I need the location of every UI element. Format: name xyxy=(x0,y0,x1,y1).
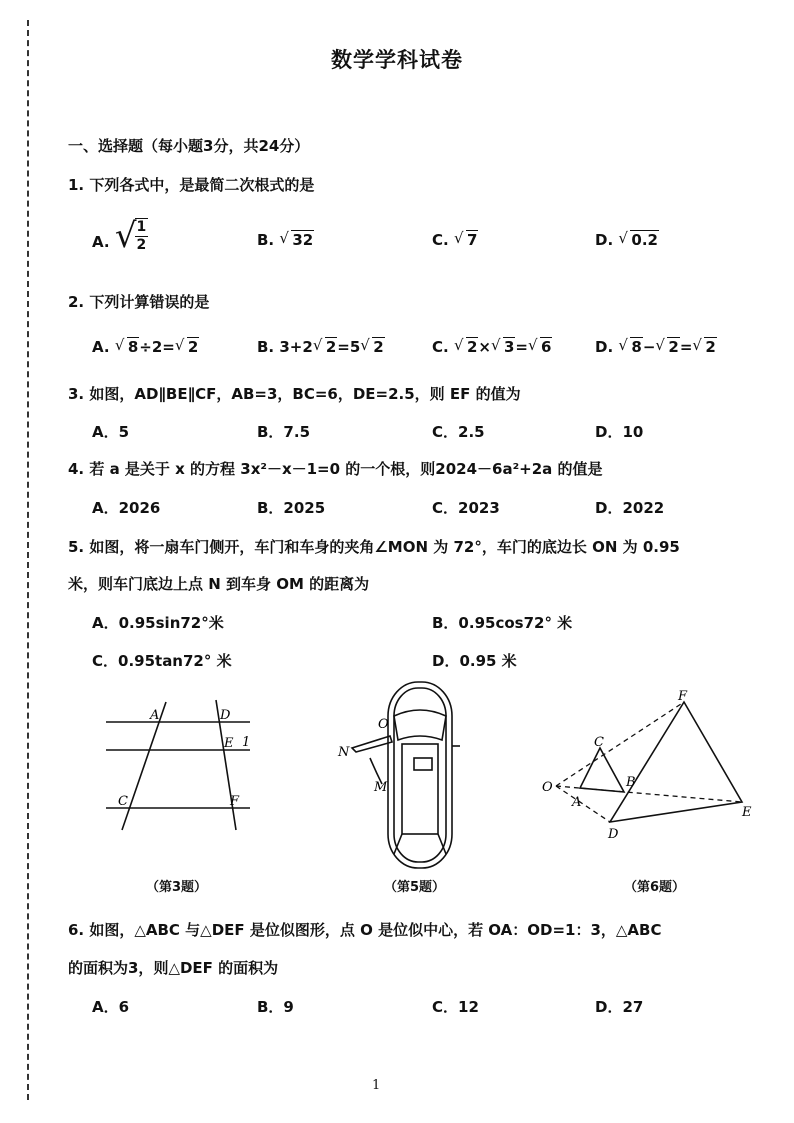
exam-title: 数学学科试卷 xyxy=(331,48,463,72)
q5-stem-line1: 5. 如图，将一扇车门侧开，车门和车身的夹角∠MON 为 72°，车门的底边长 ON 为 0.95 xyxy=(68,538,680,556)
q3-option-d: D．10 xyxy=(595,423,644,441)
triangle-def xyxy=(610,702,742,822)
fig6-caption: （第6题） xyxy=(624,880,686,895)
figure-5-car-door xyxy=(330,676,470,876)
q3-option-a: A．5 xyxy=(92,423,130,441)
fig3-caption: （第3题） xyxy=(146,880,208,895)
q6-option-b: B．9 xyxy=(257,998,294,1016)
ray-oa-d xyxy=(556,786,610,822)
q2-option-b: B. 3+2√ 2=5√ 2 xyxy=(257,338,385,356)
ray-oc-f xyxy=(556,702,684,786)
q3-stem: 3. 如图，AD∥BE∥CF，AB=3，BC=6，DE=2.5，则 EF 的值为 xyxy=(68,385,521,403)
q4-option-b: B．2025 xyxy=(257,499,326,517)
ray-ob-e xyxy=(556,786,742,802)
q1-stem: 1. 下列各式中，是最简二次根式的是 xyxy=(68,176,315,194)
binding-margin-dashed-line xyxy=(27,20,29,1100)
section-heading: 一、选择题（每小题3分，共24分） xyxy=(68,137,310,155)
fig5-label-o: O xyxy=(378,717,389,732)
q5-option-d: D．0.95 米 xyxy=(432,652,517,670)
car-door-open xyxy=(352,736,392,752)
q1-a-radical: √ $\frac{1}{2}$ xyxy=(114,216,147,256)
q6-stem-line1: 6. 如图，△ABC 与△DEF 是位似图形，点 O 是位似中心，若 OA：OD=1：3，△ABC xyxy=(68,921,662,939)
fig6-label-b: B xyxy=(626,775,636,790)
page-number: 1 xyxy=(372,1078,381,1093)
q2-option-a: A. √ 8÷2=√ 2 xyxy=(92,338,199,356)
fig3-label-a: A xyxy=(150,708,160,723)
q6-option-c: C．12 xyxy=(432,998,479,1016)
q2-option-c: C. √ 2×√ 3=√ 6 xyxy=(432,338,552,356)
fig3-label-d: D xyxy=(220,708,231,723)
fig6-label-e: E xyxy=(742,805,752,820)
fig6-label-a: A xyxy=(572,795,582,810)
q5-option-a: A．0.95sin72°米 xyxy=(92,614,224,632)
q5-stem-line2: 米，则车门底边上点 N 到车身 OM 的距离为 xyxy=(68,575,370,593)
fig6-label-f: F xyxy=(678,690,688,704)
q3-option-c: C．2.5 xyxy=(432,423,485,441)
fig6-label-d: D xyxy=(608,827,619,842)
fig3-label-e: E xyxy=(224,736,234,751)
figure-6-similar-triangles xyxy=(538,690,758,850)
q6-option-a: A．6 xyxy=(92,998,130,1016)
car-windshield xyxy=(394,710,446,740)
car-sunroof xyxy=(414,758,432,770)
figure-3-parallel-lines xyxy=(100,698,260,838)
fig6-label-o: O xyxy=(542,780,553,795)
q2-option-d: D. √ 8−√ 2=√ 2 xyxy=(595,338,717,356)
q6-option-d: D．27 xyxy=(595,998,644,1016)
q4-option-a: A．2026 xyxy=(92,499,161,517)
q1-option-b: B. √ 32 xyxy=(257,231,314,249)
fig5-label-m: M xyxy=(374,780,388,795)
fig3-label-f: F xyxy=(230,794,240,809)
q3-option-b: B．7.5 xyxy=(257,423,311,441)
q1-option-c: C. √ 7 xyxy=(432,231,478,249)
q4-stem: 4. 若 a 是关于 x 的方程 3x²－x－1=0 的一个根，则2024－6a²+2a 的值是 xyxy=(68,460,603,478)
q6-stem-line2: 的面积为3，则△DEF 的面积为 xyxy=(68,959,279,977)
fig3-label-one: 1 xyxy=(242,735,251,750)
fig3-label-c: C xyxy=(118,794,128,809)
car-rear-lines xyxy=(394,834,446,854)
q5-option-c: C．0.95tan72° 米 xyxy=(92,652,232,670)
fig6-label-c: C xyxy=(594,735,604,750)
q5-option-b: B．0.95cos72° 米 xyxy=(432,614,573,632)
q1-option-d: D. √ 0.2 xyxy=(595,231,659,249)
triangle-abc xyxy=(580,748,624,792)
q4-option-d: D．2022 xyxy=(595,499,665,517)
q2-stem: 2. 下列计算错误的是 xyxy=(68,293,210,311)
fig5-caption: （第5题） xyxy=(384,880,446,895)
fig5-label-n: N xyxy=(338,745,350,760)
q4-option-c: C．2023 xyxy=(432,499,500,517)
q1-option-a: A. √ $\frac{1}{2}$ xyxy=(92,216,147,256)
